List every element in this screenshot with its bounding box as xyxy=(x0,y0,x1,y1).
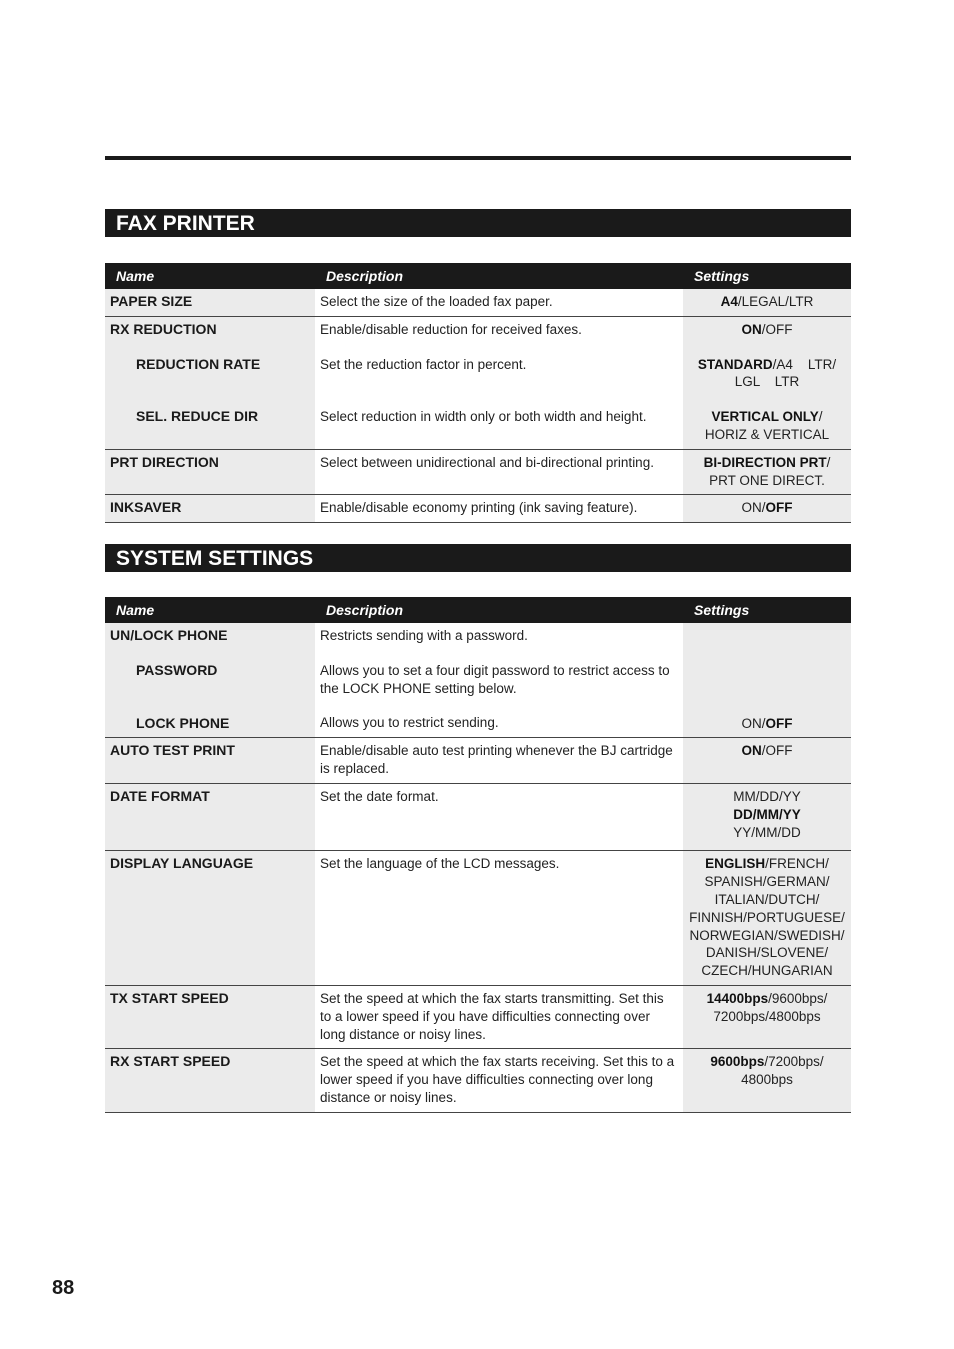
setting-name: PASSWORD xyxy=(136,661,218,678)
setting-description: Set the reduction factor in percent. xyxy=(320,356,527,372)
setting-description: Set the speed at which the fax starts receiving. Set this to a lower speed if you have difficulties connecting over long distance or noisy lines. xyxy=(320,1054,675,1105)
column-header-name: Name xyxy=(105,597,315,623)
setting-description: Enable/disable auto test printing whenever the BJ cartridge is replaced. xyxy=(320,743,673,777)
setting-options xyxy=(687,499,847,517)
setting-name: REDUCTION RATE xyxy=(136,355,261,372)
setting-options-line: LGL LTR xyxy=(734,374,800,390)
setting-options xyxy=(687,356,847,374)
default-option: 9600bps xyxy=(710,1054,765,1070)
setting-description: Enable/disable reduction for received faxes. xyxy=(320,321,582,337)
default-option: ON xyxy=(741,321,762,337)
other-options: /A4 LTR/ xyxy=(772,356,837,372)
setting-description: Set the date format. xyxy=(320,788,439,804)
setting-description: Select reduction in width only or both width and height. xyxy=(320,409,647,425)
setting-name: DATE FORMAT xyxy=(110,787,210,804)
other-options: /9600bps/ xyxy=(768,990,828,1006)
setting-name: SEL. REDUCE DIR xyxy=(136,408,259,425)
section-title-system-settings: SYSTEM SETTINGS xyxy=(105,544,851,572)
setting-name: LOCK PHONE xyxy=(136,714,230,731)
setting-options-line: HORIZ & VERTICAL xyxy=(704,426,830,442)
setting-description: Restricts sending with a password. xyxy=(320,628,528,643)
setting-name: TX START SPEED xyxy=(110,989,229,1006)
other-options: / xyxy=(818,409,823,425)
default-option: OFF xyxy=(765,500,793,516)
setting-name: INKSAVER xyxy=(110,499,182,516)
column-header-settings: Settings xyxy=(683,263,851,289)
table-row-unlock-phone xyxy=(105,623,851,738)
default-option: BI-DIRECTION PRT xyxy=(703,454,827,470)
column-header-description: Description xyxy=(315,597,683,623)
default-option: STANDARD xyxy=(697,356,773,372)
other-options: YY/MM/DD xyxy=(733,824,801,840)
table-row-inksaver xyxy=(105,495,851,523)
table-row-display-language xyxy=(105,851,851,986)
setting-description: Set the speed at which the fax starts transmitting. Set this to a lower speed if you have difficulties connecting over long distance or noisy lines. xyxy=(320,990,664,1042)
page-number: 88 xyxy=(52,1277,75,1299)
table-row-auto-test-print xyxy=(105,738,851,784)
setting-name: PAPER SIZE xyxy=(110,293,193,309)
table-row-date-format xyxy=(105,783,851,850)
setting-options-line: PRT ONE DIRECT. xyxy=(709,472,825,488)
table-row-prt-direction xyxy=(105,449,851,495)
setting-options xyxy=(687,715,847,733)
section-title-fax-printer: FAX PRINTER xyxy=(105,209,851,237)
setting-options xyxy=(687,321,847,339)
setting-name: RX START SPEED xyxy=(110,1053,231,1070)
setting-description: Select the size of the loaded fax paper. xyxy=(320,294,553,309)
setting-options-line: FINNISH/PORTUGUESE/ xyxy=(689,909,845,925)
default-option: VERTICAL ONLY xyxy=(711,409,819,425)
setting-options-line: NORWEGIAN/SWEDISH/ xyxy=(689,927,845,943)
table-header-row xyxy=(105,263,851,289)
default-option: DD/MM/YY xyxy=(733,806,801,822)
other-options: /FRENCH/ xyxy=(765,856,829,872)
setting-options-line: SPANISH/GERMAN/ xyxy=(704,874,830,890)
setting-description: Enable/disable economy printing (ink saving feature). xyxy=(320,500,638,516)
table-header-row xyxy=(105,597,851,623)
setting-options xyxy=(687,990,847,1008)
default-option: ENGLISH xyxy=(705,856,766,872)
setting-options xyxy=(687,293,847,311)
setting-options xyxy=(687,1053,847,1071)
setting-options-line: DANISH/SLOVENE/ xyxy=(705,945,829,961)
other-options: ON/ xyxy=(741,500,766,516)
setting-options xyxy=(687,408,847,426)
setting-options-line: ITALIAN/DUTCH/ xyxy=(714,891,820,907)
setting-name: UN/LOCK PHONE xyxy=(110,627,228,643)
default-option: 14400bps xyxy=(706,990,769,1006)
setting-name: RX REDUCTION xyxy=(110,320,217,337)
other-options: MM/DD/YY xyxy=(733,788,801,804)
setting-options-line: 4800bps xyxy=(741,1072,793,1088)
other-options: /OFF xyxy=(761,321,793,337)
setting-options xyxy=(687,806,847,824)
other-options: / xyxy=(826,454,831,470)
setting-description: Set the language of the LCD messages. xyxy=(320,856,560,872)
table-row-paper-size xyxy=(105,289,851,316)
default-option: A4 xyxy=(720,294,738,309)
other-options: /OFF xyxy=(761,743,793,759)
other-options: /LEGAL/LTR xyxy=(737,294,814,309)
setting-name: AUTO TEST PRINT xyxy=(110,742,235,759)
setting-description: Allows you to set a four digit password to restrict access to the LOCK PHONE setting below. xyxy=(320,662,670,696)
top-rule xyxy=(105,156,851,160)
setting-options-line: CZECH/HUNGARIAN xyxy=(701,963,833,979)
setting-options xyxy=(687,454,847,472)
default-option: ON xyxy=(741,743,762,759)
column-header-description: Description xyxy=(315,263,683,289)
table-row-tx-start-speed xyxy=(105,985,851,1048)
setting-options xyxy=(687,855,847,873)
default-option: OFF xyxy=(765,715,793,731)
setting-options-line: 7200bps/4800bps xyxy=(713,1008,821,1024)
table-row-rx-reduction xyxy=(105,316,851,449)
column-header-name: Name xyxy=(105,263,315,289)
setting-options xyxy=(687,742,847,760)
other-options: ON/ xyxy=(741,715,766,731)
setting-description: Allows you to restrict sending. xyxy=(320,715,499,731)
setting-name: DISPLAY LANGUAGE xyxy=(110,855,254,872)
other-options: /7200bps/ xyxy=(764,1054,824,1070)
system-settings-table xyxy=(105,597,851,1113)
table-row-rx-start-speed xyxy=(105,1049,851,1112)
setting-name: PRT DIRECTION xyxy=(110,453,219,470)
column-header-settings: Settings xyxy=(683,597,851,623)
fax-printer-table xyxy=(105,263,851,523)
setting-description: Select between unidirectional and bi-directional printing. xyxy=(320,454,654,470)
